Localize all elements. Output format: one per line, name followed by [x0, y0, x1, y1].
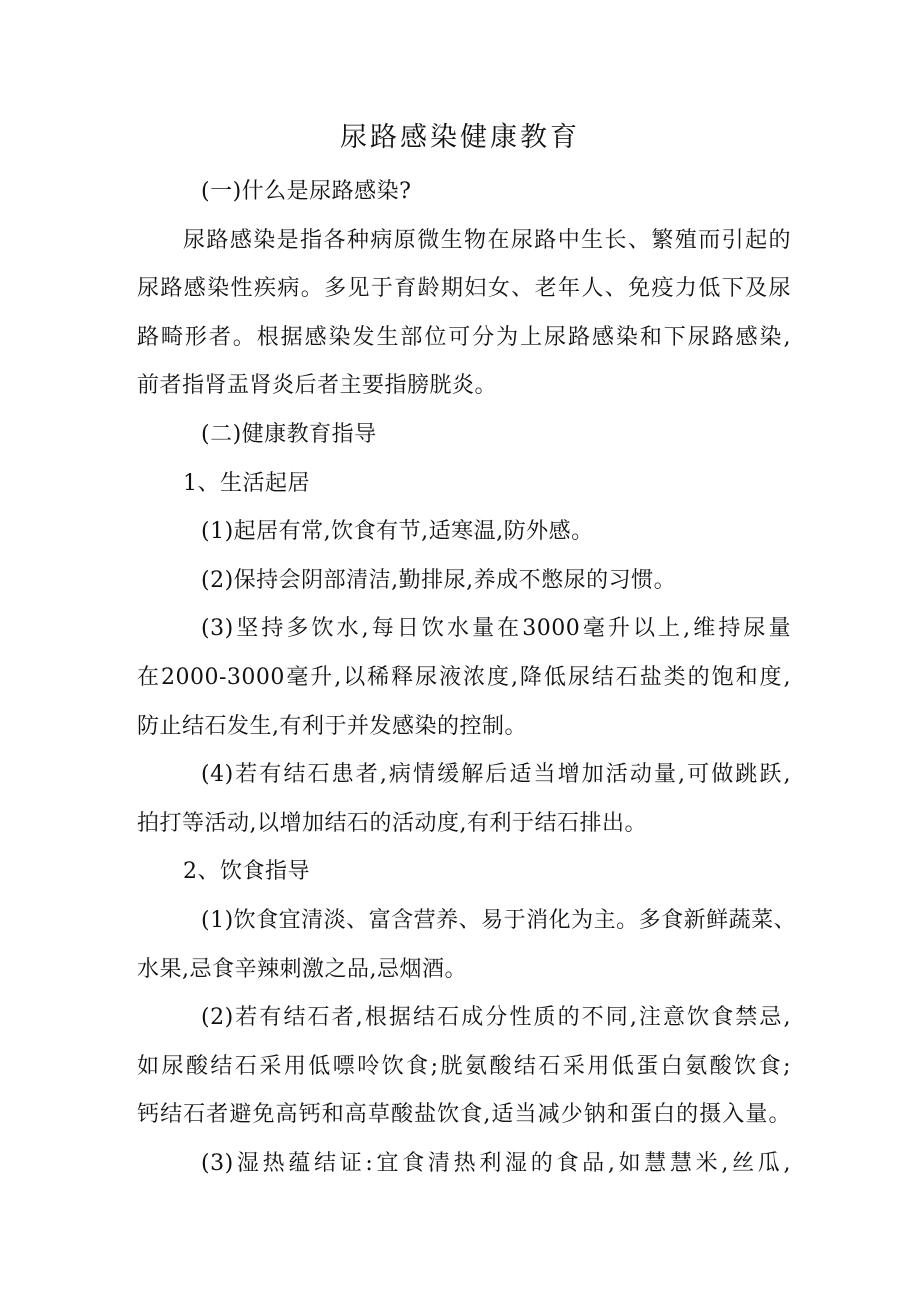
paragraph-line: 尿路感染性疾病。多见于育龄期妇女、老年人、免疫力低下及尿: [137, 276, 791, 302]
paragraph-line: (2)保持会阴部清洁,勤排尿,养成不憋尿的习惯。: [201, 567, 677, 593]
paragraph-line: 防止结石发生,有利于并发感染的控制。: [137, 713, 527, 739]
paragraph-line: 路畸形者。根据感染发生部位可分为上尿路感染和下尿路感染,: [137, 324, 791, 350]
paragraph-line: 尿路感染是指各种病原微生物在尿路中生长、繁殖而引起的: [183, 227, 791, 253]
paragraph-line: (1)饮食宜清淡、富含营养、易于消化为主。多食新鲜蔬菜、: [201, 907, 797, 933]
paragraph-line: 拍打等活动,以增加结石的活动度,有利于结石排出。: [137, 810, 647, 836]
paragraph-line: 前者指肾盂肾炎后者主要指膀胱炎。: [137, 373, 498, 399]
paragraph-line: 水果,忌食辛辣刺激之品,忌烟酒。: [137, 956, 467, 982]
paragraph-line: 钙结石者避免高钙和高草酸盐饮食,适当减少钠和蛋白的摄入量。: [137, 1102, 791, 1128]
paragraph-line: (1)起居有常,饮食有节,适寒温,防外感。: [201, 519, 594, 545]
paragraph-line: (一)什么是尿路感染?: [201, 179, 412, 204]
paragraph-line: (2)若有结石者,根据结石成分性质的不同,注意饮食禁忌,: [201, 1005, 791, 1031]
paragraph-line: (3)坚持多饮水,每日饮水量在3000毫升以上,维持尿量: [201, 616, 791, 642]
paragraph-line: 如尿酸结石采用低嘌呤饮食;胱氨酸结石采用低蛋白氨酸饮食;: [137, 1053, 791, 1079]
paragraph-line: 在2000-3000毫升,以稀释尿液浓度,降低尿结石盐类的饱和度,: [137, 664, 791, 690]
paragraph-line: (4)若有结石患者,病情缓解后适当增加活动量,可做跳跃,: [201, 762, 791, 788]
paragraph-line: 1、生活起居: [183, 470, 310, 496]
document-body: [137, 168, 797, 1188]
paragraph-line: (二)健康教育指导: [201, 421, 377, 447]
document-title: 尿路感染健康教育: [340, 122, 580, 153]
paragraph-line: 2、饮食指导: [183, 859, 310, 885]
paragraph-line: (3)湿热蕴结证:宜食清热利湿的食品,如慧慧米,丝瓜,: [201, 1150, 791, 1176]
